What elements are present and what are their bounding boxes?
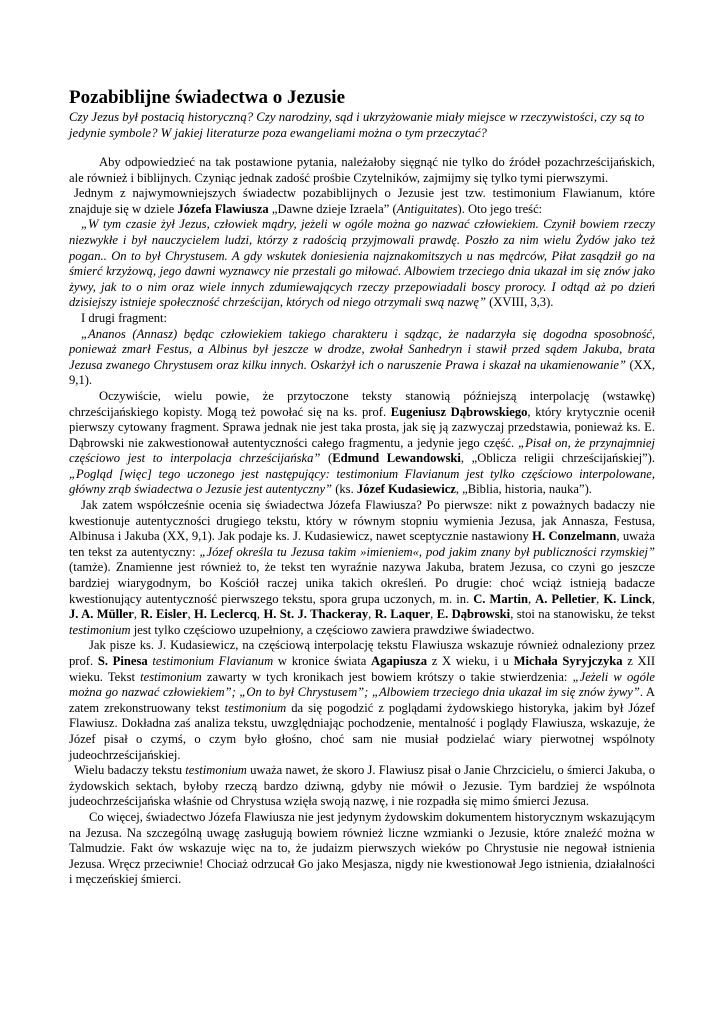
text: ( bbox=[320, 451, 333, 466]
paragraph-intro bbox=[69, 155, 655, 186]
paragraph-second-fragment-label bbox=[69, 311, 655, 327]
quote-text: „Jeżeli w ogóle można go nazwać człowiekiem”; „On to był Chrystusem”; „Albowiem trzeciego dnia ukazał im się znów żywy” bbox=[69, 669, 655, 700]
quote-first-fragment bbox=[69, 217, 655, 311]
paragraph-pines-discovery bbox=[69, 638, 655, 763]
text: , „Biblia, historia, nauka”). bbox=[455, 482, 592, 497]
text: , bbox=[651, 591, 655, 606]
author-name: H. Conzelmann bbox=[532, 529, 617, 544]
term: testimonium Flavianum bbox=[152, 654, 274, 668]
author-name: Edmund Lewandowski bbox=[332, 451, 461, 466]
text: Jak zatem współcześnie ocenia się świadectwa Józefa Flawiusza? Po pierwsze: nikt z poważnych badaczy nie kwestionuje autentyczności drugiego tekstu, który w równym stopniu wymienia Jezusa, jak Annasza, Festusa, Albinusa i Jakuba (XX, 9,1). Jak podaje ks. J. Kudasiewicz, nawet sceptycznie nastawiony bbox=[69, 498, 655, 544]
paragraph-intro-text: Aby odpowiedzieć na tak postawione pytania, należałoby sięgnąć nie tylko do źródeł pozachrześcijańskich, ale również i biblijnych. Czyniąc jednak zadość prośbie Czytelników, zajmijmy się tylko tymi pierwszymi. bbox=[69, 155, 655, 185]
author-name: K. Linck bbox=[603, 591, 652, 606]
text: da się pogodzić z poglądami żydowskiego historyka, jakim był Józef Flawiusz. Dokładna zaś analiza tekstu, uwzględniając pochodzenie, mentalność i poglądy Flawiusza, wskazuje, że Józef pisał o czymś, o czym było głośno, choć sam nie musiał podzielać wiary pierwotnej wspólnoty judeochrześcijańskiej. bbox=[69, 700, 656, 762]
text: z XII wieku. Tekst bbox=[69, 654, 656, 684]
paragraph-testimonium-source bbox=[69, 186, 655, 217]
author-name: E. Dąbrowski bbox=[436, 607, 511, 622]
text: jest tylko częściowo uzupełniony, a częściowo zawiera prawdziwe świadectwo. bbox=[130, 622, 535, 637]
citation: (XVIII, 3,3). bbox=[485, 295, 554, 310]
page-subtitle: Czy Jezus był postacią historyczną? Czy narodziny, sąd i ukrzyżowanie miały miejsce w rzeczywistości, czy są to jedynie symbole? W jakiej literaturze poza ewangeliami można o tym przeczytać? bbox=[69, 110, 645, 140]
author-name: A. Pelletier bbox=[535, 591, 597, 606]
author-name: R. Laquer bbox=[374, 607, 431, 622]
text: zawarty w tych kronikach jest bowiem krótszy o takie stwierdzenia: bbox=[201, 669, 573, 684]
text: , bbox=[256, 607, 264, 622]
term: testimonium bbox=[224, 700, 287, 715]
text: , bbox=[187, 607, 194, 622]
paragraph-interpolation bbox=[69, 389, 655, 498]
text: I drugi fragment: bbox=[81, 310, 168, 325]
text: w kronice świata bbox=[273, 654, 372, 668]
paragraph-modern-assessment bbox=[69, 498, 655, 638]
text: , bbox=[368, 607, 375, 622]
text: „Dawne dzieje Izraela” ( bbox=[268, 201, 397, 216]
author-name: Michała Syryjczyka bbox=[513, 654, 623, 668]
text: (ks. bbox=[332, 482, 357, 497]
text: . A zatem zrekonstruowany tekst bbox=[69, 685, 655, 715]
text: Oczywiście, wielu powie, że przytoczone teksty stanowią późniejszą interpolację (wstawkę) chrześcijańskiego kopisty. Mogą też powołać się na ks. prof. bbox=[69, 388, 655, 419]
text: Co więcej, świadectwo Józefa Flawiusza nie jest jedynym żydowskim dokumentem historycznym wskazującym na Jezusa. Na szczególną uwagę zasługują bowiem również liczne wzmianki o Jezusie, które znaleźć można w Talmudzie. Fakt ów wskazuje więc na to, że judaizm pierwszych wieków po Chrystusie nie negował istnienia Jezusa. Wręcz przeciwnie! Chociaż odrzucał Go jako Mesjasza, nigdy nie kwestionował Jego istnienia, działalności i męczeńskiej śmierci. bbox=[69, 809, 655, 887]
text: Jednym z najwymowniejszych świadectw pozabiblijnych o Jezusie jest tzw. testimonium Flawianum, które znajduje się w dziele bbox=[69, 186, 655, 216]
term: testimonium bbox=[69, 622, 131, 637]
text: , który krytycznie ocenił pierwszy cytowany fragment. Sprawa jednak nie jest taka prosta, jak się ją zazwyczaj przedstawia, ponieważ ks. E. Dąbrowski nie zakwestionował autentyczności całego fragmentu, a jedynie jego część. bbox=[69, 404, 655, 450]
text: uważa nawet, że skoro J. Flawiusz pisał o Janie Chrzcicielu, o śmierci Jakuba, o żydowskich sektach, byłoby rzeczą bardzo dziwną, gdyby nie mówił o Jezusie. Tym bardziej że wspólnota judeochrześcijańska właśnie od Chrystusa wzięła swoją nazwę, i nie rozpadła się mimo śmierci Jezusa. bbox=[69, 763, 656, 809]
quote-text: „Pogląd [więc] tego uczonego jest następujący: testimonium Flavianum jest tylko częściowo interpolowane, główny zrąb świadectwa o Jezusie jest autentyczny” bbox=[69, 466, 655, 497]
text: Jak pisze ks. J. Kudasiewicz, na częściową interpolację tekstu Flawiusza wskazuje również odnaleziony przez prof. bbox=[69, 638, 655, 668]
text: , „Oblicza religii chrześcijańskiej”). bbox=[460, 451, 655, 466]
text: , bbox=[596, 591, 604, 606]
author-name: J. A. Müller bbox=[69, 607, 134, 622]
paragraph-many-researchers bbox=[69, 763, 655, 810]
author-name: Agapiusza bbox=[371, 654, 428, 668]
quote-second-fragment bbox=[69, 327, 655, 389]
text: z X wieku, i u bbox=[427, 654, 514, 668]
quote-text: „Ananos (Annasz) będąc człowiekiem takiego charakteru i sądząc, że nadarzyła się dogodna sposobność, ponieważ zmarł Festus, a Albinus był jeszcze w drodze, zwołał Sanhedryn i stawił przed sądem Jakuba, brata Jezusa zwanego Chrystusem oraz kilku innych. Oskarżył ich o naruszenie Prawa i skazał na ukamienowanie” bbox=[69, 326, 655, 372]
author-name: Józef Kudasiewicz bbox=[356, 482, 456, 497]
quote-text: „Pisał on, że przynajmniej częściowo jest to interpolacja chrześcijańska” bbox=[69, 435, 655, 466]
quote-text: „W tym czasie żył Jezus, człowiek mądry, jeżeli w ogóle można go nazwać człowiekiem. Czynił bowiem rzeczy niezwykłe i był nauczycielem ludzi, którzy z radością przyjmowali prawdę. Poszło za nim wielu Żydów jako też pogan.. On to był Chrystusem. A gdy wskutek doniesienia najznakomitszych u nas mędrców, Piłat zasądził go na śmierć krzyżową, jego dawni wyznawcy nie przestali go miłować. Albowiem trzeciego dnia ukazał im się znów jako żywy, jak to o nim oraz wiele innych zdumiewających rzeczy przepowiadali boscy prorocy. I odtąd aż po dzień dzisiejszy istnieje społeczność chrześcijan, których od niego otrzymali swą nazwę” bbox=[69, 217, 655, 310]
quote-text: „Józef określa tu Jezusa takim »imieniem«, pod jakim znany był publiczności rzymskiej” bbox=[199, 544, 655, 559]
text: ). Oto jego treść: bbox=[457, 201, 543, 216]
author-name: C. Martin bbox=[473, 591, 528, 606]
text: , bbox=[527, 591, 536, 606]
work-title: Antiguitates bbox=[396, 201, 458, 216]
text: Wielu badaczy tekstu bbox=[74, 763, 186, 778]
text: , uważa ten tekst za autentyczny: bbox=[69, 529, 655, 559]
author-name: H. Leclercq bbox=[193, 607, 257, 622]
author-name: Eugeniusz Dąbrowskiego bbox=[390, 404, 528, 419]
paragraph-talmud bbox=[69, 810, 655, 888]
page-title: Pozabiblijne świadectwa o Jezusie bbox=[69, 87, 346, 108]
text: , bbox=[133, 607, 141, 622]
author-name: H. St. J. Thackeray bbox=[263, 607, 369, 622]
term: testimonium bbox=[140, 669, 202, 684]
text: , bbox=[430, 607, 437, 622]
text: (tamże). Znamienne jest również to, że tekst ten wyraźnie nazywa Jakuba, bratem Jezusa, co czyni go jeszcze bardziej wiarygodnym, bo Kościół raczej unika takich określeń. Po drugie: choć wciąż istnieją badacze kwestionujący autentyczność pierwszego tekstu, spora grupa uczonych, m. in. bbox=[69, 560, 655, 606]
citation: (XX, 9,1). bbox=[69, 357, 655, 388]
text: , stoi na stanowisku, że tekst bbox=[510, 607, 656, 622]
author-name: R. Eisler bbox=[140, 607, 188, 622]
term: testimonium bbox=[185, 763, 247, 778]
author-name: S. Pinesa bbox=[97, 654, 148, 668]
author-name: Józefa Flawiusza bbox=[177, 201, 269, 216]
